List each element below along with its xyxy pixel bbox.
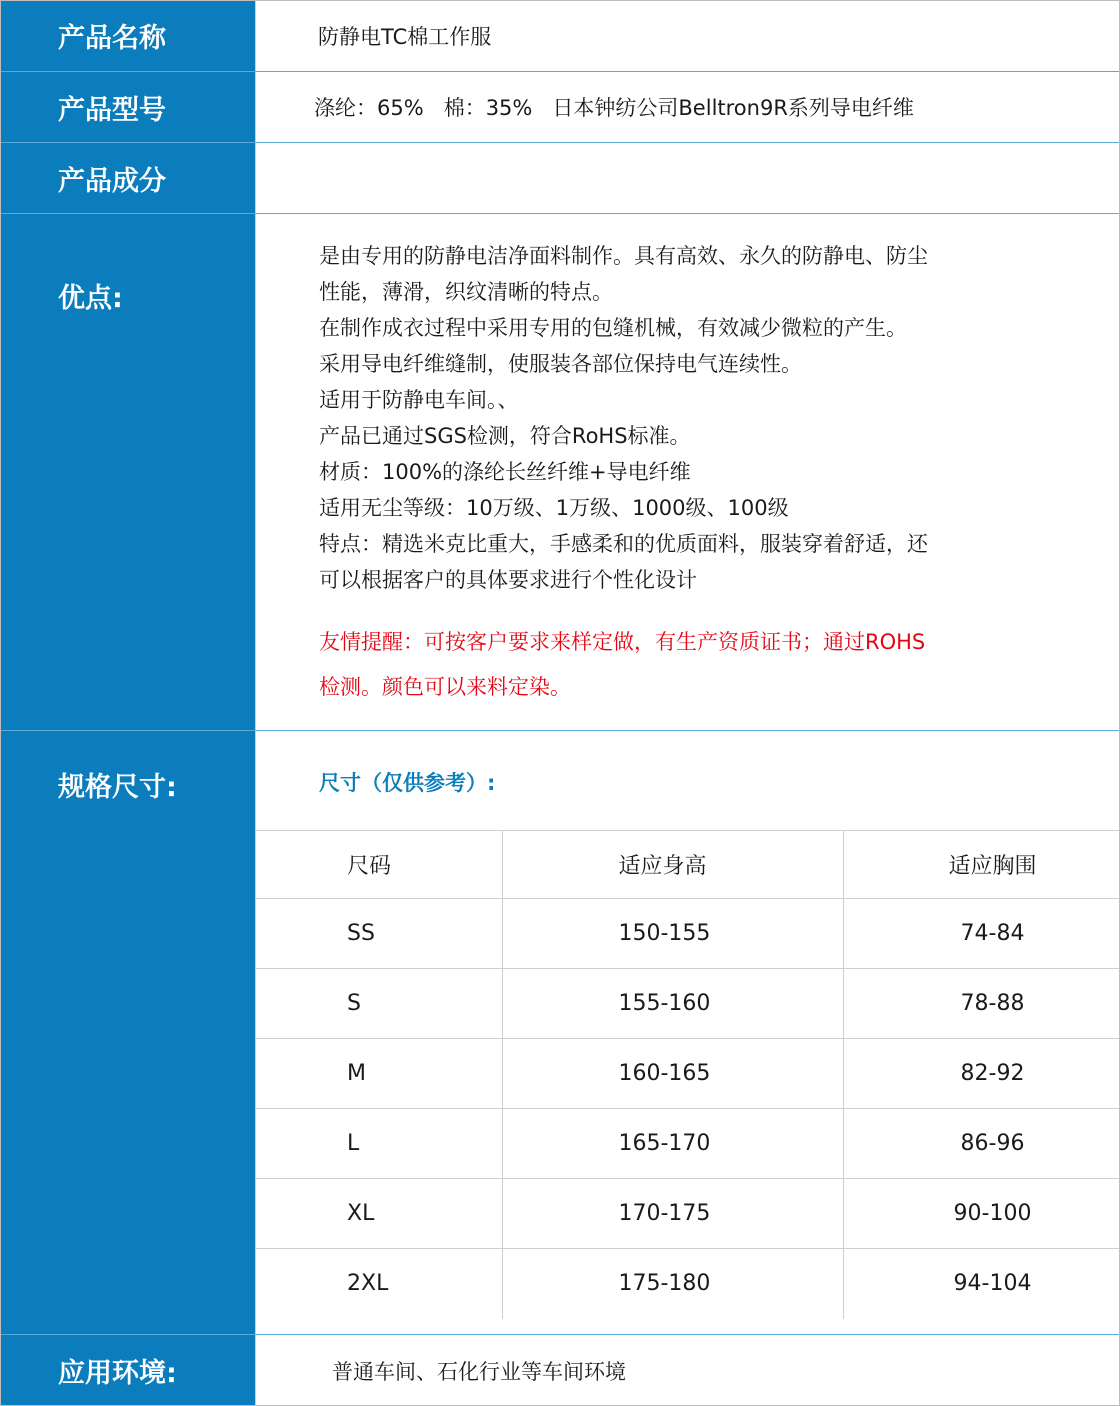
table-row [256,1109,1119,1179]
reminder-line: 友情提醒：可按客户要求来样定做，有生产资质证书；通过ROHS [319,630,926,654]
advantage-line: 在制作成衣过程中采用专用的包缝机械，有效减少微粒的产生。 [319,316,907,340]
cell-size: XL [256,1179,502,1249]
label-product-model [0,72,255,142]
value-product-name [255,0,1118,71]
label-environment-text: 应用环境: [58,1358,177,1389]
cell-chest [843,1179,1119,1249]
cell-chest-text: 74-84 [960,921,1025,946]
size-table-heading: 尺寸（仅供参考）: [319,771,496,795]
label-product-model-text: 产品型号 [58,94,166,126]
cell-height: 160-165 [502,1039,843,1109]
value-environment [255,1335,1118,1406]
label-advantages-text: 优点: [58,283,123,314]
label-product-name [0,0,255,71]
label-product-name-text: 产品名称 [58,23,166,54]
cell-chest [843,1039,1119,1109]
cell-chest [843,1109,1119,1179]
advantage-line: 适用无尘等级：10万级、1万级、1000级、100级 [319,496,789,520]
size-table [256,830,1119,1319]
table-row [256,1039,1119,1109]
column-header-chest [843,831,1119,899]
product-name-text: 防静电TC棉工作服 [318,24,492,49]
advantage-line: 适用于防静电车间。、 [319,388,519,412]
cell-chest [843,969,1119,1039]
table-row [256,1179,1119,1249]
cell-size: M [256,1039,502,1109]
column-header-size: 尺码 [256,831,502,899]
table-row [256,1249,1119,1319]
column-header-height: 适应身高 [502,831,843,899]
label-product-composition [0,143,255,213]
cell-chest-text: 78-88 [960,991,1025,1016]
cell-chest [843,899,1119,969]
environment-text: 普通车间、石化行业等车间环境 [332,1359,626,1384]
cell-height: 155-160 [502,969,843,1039]
table-row [256,899,1119,969]
product-model-text: 涤纶：65% 棉：35% 日本钟纺公司Belltron9R系列导电纤维 [314,96,914,120]
cell-size: L [256,1109,502,1179]
cell-chest-text: 86-96 [960,1131,1025,1156]
value-product-model [255,72,1118,142]
label-advantages [0,214,255,730]
cell-height: 175-180 [502,1249,843,1319]
value-product-composition [255,143,1118,213]
reminder-note [319,620,1118,710]
advantage-line: 材质：100%的涤纶长丝纤维+导电纤维 [319,460,691,484]
value-sizes [255,731,1118,1334]
label-product-composition-text: 产品成分 [58,165,166,197]
cell-chest-text: 90-100 [953,1201,1032,1226]
cell-height: 170-175 [502,1179,843,1249]
cell-chest-text: 94-104 [953,1271,1032,1297]
cell-size: S [256,969,502,1039]
label-sizes-text: 规格尺寸: [58,772,177,803]
value-advantages [255,214,1118,730]
advantage-line: 特点：精选米克比重大，手感柔和的优质面料，服装穿着舒适，还 [319,532,928,556]
column-header-chest-text: 适应胸围 [948,854,1037,879]
cell-height: 165-170 [502,1109,843,1179]
cell-size: 2XL [256,1249,502,1319]
cell-chest [843,1249,1119,1319]
cell-height: 150-155 [502,899,843,969]
advantages-text-block [256,214,1118,710]
cell-size: SS [256,899,502,969]
advantage-line: 性能，薄滑，织纹清晰的特点。 [319,280,613,304]
size-table-header-row [256,831,1119,899]
advantage-line: 产品已通过SGS检测，符合RoHS标准。 [319,424,691,448]
label-sizes [0,731,255,1334]
advantage-line: 是由专用的防静电洁净面料制作。具有高效、永久的防静电、防尘 [319,244,928,268]
advantage-line: 可以根据客户的具体要求进行个性化设计 [319,568,697,592]
reminder-line: 检测。颜色可以来料定染。 [319,675,571,699]
cell-chest-text: 82-92 [960,1061,1025,1086]
table-row [256,969,1119,1039]
advantage-line: 采用导电纤维缝制，使服装各部位保持电气连续性。 [319,352,802,376]
label-environment [0,1335,255,1406]
